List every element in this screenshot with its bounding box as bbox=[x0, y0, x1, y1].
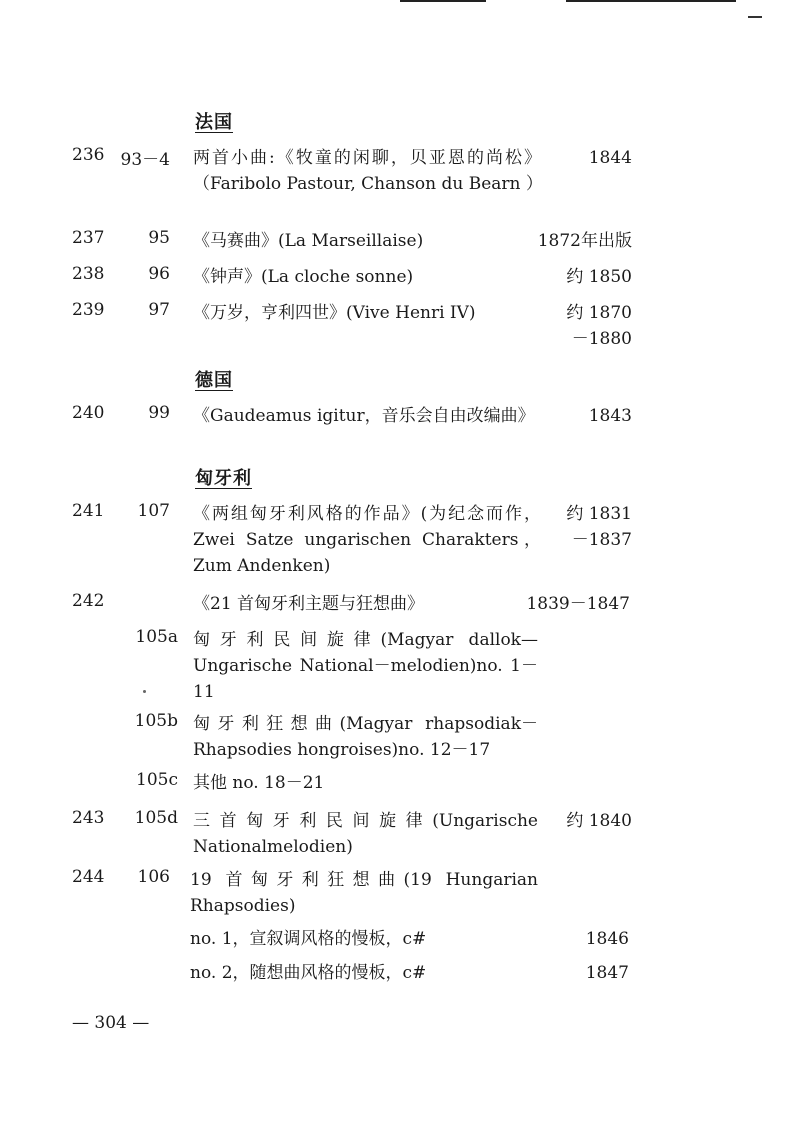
opus-number: 107 bbox=[137, 501, 170, 521]
entry-number: 240 bbox=[72, 403, 105, 423]
entry-title: 《钟声》(La cloche sonne) bbox=[193, 267, 414, 287]
section-heading-france: 法国 bbox=[195, 112, 233, 133]
entry-title: 19 首匈牙利狂想曲(19 Hungarian Rhapsodies) bbox=[190, 870, 538, 916]
entry-title: 其他 no. 18－21 bbox=[193, 773, 325, 793]
entry-year: 1843 bbox=[588, 406, 632, 426]
entry-number: 239 bbox=[72, 300, 105, 320]
entry-year: 1847 bbox=[585, 963, 629, 983]
section-heading-germany: 德国 bbox=[195, 370, 233, 391]
entry-year: 1846 bbox=[585, 929, 629, 949]
section-heading-hungary: 匈牙利 bbox=[195, 468, 252, 489]
opus-number: 105b bbox=[134, 711, 178, 731]
opus-number: 99 bbox=[148, 403, 170, 423]
entry-number: 238 bbox=[72, 264, 105, 284]
opus-number: 97 bbox=[148, 300, 170, 320]
entry-year: 约 1850 bbox=[566, 267, 632, 287]
entry-year: 1839－1847 bbox=[526, 594, 630, 614]
print-speck bbox=[143, 690, 146, 693]
top-rule-left bbox=[400, 0, 486, 2]
page-number: — 304 — bbox=[72, 1013, 150, 1033]
entry-title: 《两组匈牙利风格的作品》(为纪念而作，Zwei Satze ungarischen Charakters，Zum Andenken) bbox=[193, 504, 541, 576]
entry-number: 243 bbox=[72, 808, 105, 828]
entry-title: 两首小曲:《牧童的闲聊，贝亚恩的尚松》（Faribolo Pastour, Chanson du Bearn ） bbox=[193, 148, 543, 194]
entry-number: 242 bbox=[72, 591, 105, 611]
opus-number: 105c bbox=[136, 770, 178, 790]
entry-title: 匈牙利民间旋律(Magyar dallok—Ungarische National－melodien)no. 1－11 bbox=[193, 630, 538, 702]
entry-year: 约 1831 －1837 bbox=[566, 504, 632, 550]
opus-number: 93－4 bbox=[120, 150, 170, 170]
entry-number: 241 bbox=[72, 501, 105, 521]
entry-number: 244 bbox=[72, 867, 105, 887]
entry-title: 《Gaudeamus igitur，音乐会自由改编曲》 bbox=[193, 406, 535, 426]
entry-number: 237 bbox=[72, 228, 105, 248]
top-rule-right bbox=[566, 0, 736, 2]
corner-mark bbox=[748, 16, 762, 18]
opus-number: 106 bbox=[137, 867, 170, 887]
entry-year: 1872年出版 bbox=[537, 231, 632, 251]
entry-title: no. 2，随想曲风格的慢板，c# bbox=[190, 963, 427, 983]
entry-title: 《万岁，亨利四世》(Vive Henri IV) bbox=[193, 303, 476, 323]
entry-title: 三首匈牙利民间旋律(Ungarische Nationalmelodien) bbox=[193, 811, 538, 857]
entry-title: 《21 首匈牙利主题与狂想曲》 bbox=[193, 594, 425, 614]
entry-number: 236 bbox=[72, 145, 105, 165]
opus-number: 105a bbox=[135, 627, 178, 647]
entry-year: 约 1840 bbox=[566, 811, 632, 831]
opus-number: 95 bbox=[148, 228, 170, 248]
entry-title: 匈牙利狂想曲(Magyar rhapsodiak－Rhapsodies hongroises)no. 12－17 bbox=[193, 714, 538, 760]
entry-title: 《马赛曲》(La Marseillaise) bbox=[193, 231, 424, 251]
entry-year: 1844 bbox=[588, 148, 632, 168]
entry-title: no. 1，宣叙调风格的慢板，c# bbox=[190, 929, 427, 949]
opus-number: 96 bbox=[148, 264, 170, 284]
entry-year: 约 1870 －1880 bbox=[566, 303, 632, 349]
opus-number: 105d bbox=[134, 808, 178, 828]
